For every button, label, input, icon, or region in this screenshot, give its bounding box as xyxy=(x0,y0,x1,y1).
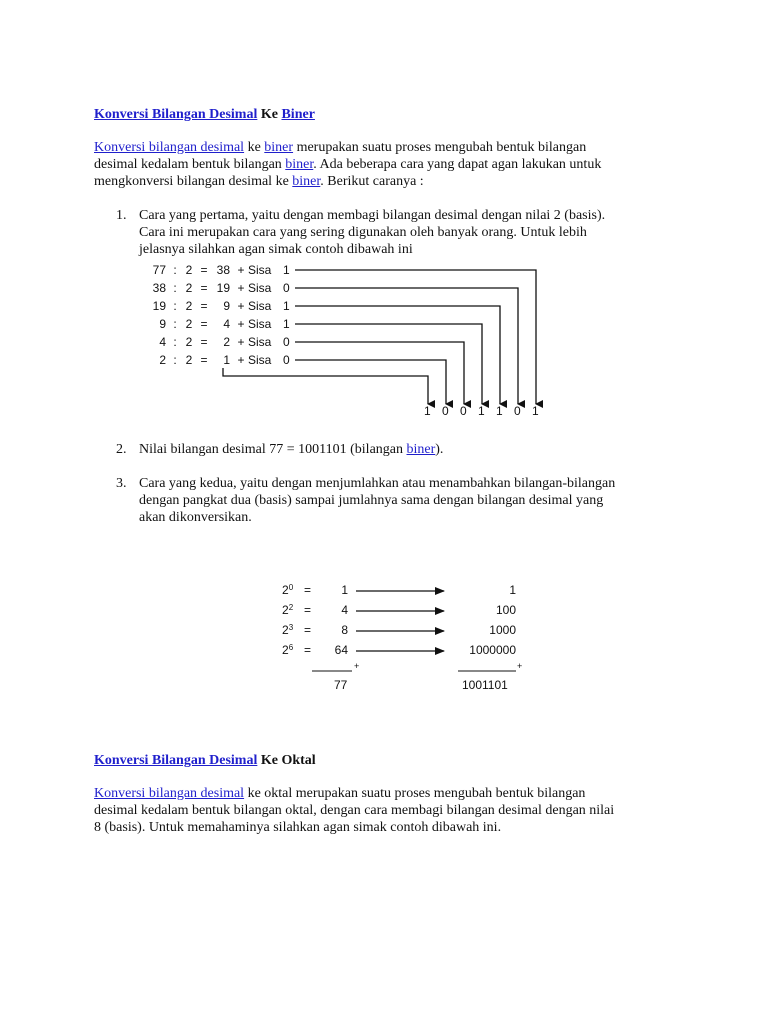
section1-heading xyxy=(94,106,315,123)
division-divisor: 2 xyxy=(185,317,193,331)
division-dividend: 4 xyxy=(159,335,166,349)
division-rem: 0 xyxy=(283,281,290,295)
power-exponent: 3 xyxy=(288,623,294,632)
result-bit: 0 xyxy=(514,404,521,418)
sum-binary: 1001101 xyxy=(462,678,508,692)
equals-sign: = xyxy=(304,623,312,637)
division-plus: + xyxy=(237,299,245,313)
division-plus: + xyxy=(237,317,245,331)
division-dividend: 77 xyxy=(152,263,166,277)
division-arrows xyxy=(140,260,560,420)
division-colon: : xyxy=(173,353,177,367)
division-eq: = xyxy=(200,281,208,295)
division-rem: 1 xyxy=(283,263,290,277)
link-biner[interactable]: biner xyxy=(406,442,436,457)
list-item-text: jelasnya silahkan agan simak contoh dibawah ini xyxy=(139,242,413,257)
remainder-arrow xyxy=(295,324,482,404)
binary-value: 1 xyxy=(509,583,516,597)
list-item-text xyxy=(139,441,443,458)
division-quotient: 2 xyxy=(223,335,230,349)
list-number: 3. xyxy=(116,476,127,491)
paragraph-line xyxy=(94,139,586,156)
heading-link-biner[interactable]: Biner xyxy=(281,107,315,122)
division-sisa: Sisa xyxy=(248,317,272,331)
division-colon: : xyxy=(173,281,177,295)
power-base: 2 xyxy=(282,623,289,637)
section2-heading xyxy=(94,752,316,769)
division-sisa: Sisa xyxy=(248,353,272,367)
text: ke xyxy=(244,140,265,155)
paragraph-line: 8 (basis). Untuk memahaminya silahkan agan simak contoh dibawah ini. xyxy=(94,820,502,835)
power-base: 2 xyxy=(282,603,289,617)
division-quotient: 4 xyxy=(223,317,230,331)
text: . Berikut caranya : xyxy=(320,174,424,189)
text: merupakan suatu proses mengubah bentuk bilangan xyxy=(293,140,587,155)
division-quotient: 38 xyxy=(216,263,230,277)
division-rem: 1 xyxy=(283,299,290,313)
text: ). xyxy=(435,442,444,457)
equals-sign: = xyxy=(304,583,312,597)
list-number: 1. xyxy=(116,208,127,223)
result-bit: 1 xyxy=(478,404,485,418)
power-exponent: 0 xyxy=(288,583,294,592)
division-eq: = xyxy=(200,353,208,367)
list-item-text: Cara yang pertama, yaitu dengan membagi bilangan desimal dengan nilai 2 (basis). xyxy=(139,208,606,223)
link-konversi-bilangan-desimal[interactable]: Konversi bilangan desimal xyxy=(94,140,245,155)
equals-sign: = xyxy=(304,603,312,617)
division-plus: + xyxy=(237,263,245,277)
division-divisor: 2 xyxy=(185,353,193,367)
paragraph-line xyxy=(94,156,601,173)
link-biner[interactable]: biner xyxy=(292,174,321,189)
list-number: 2. xyxy=(116,442,127,457)
division-colon: : xyxy=(173,335,177,349)
division-dividend: 2 xyxy=(159,353,166,367)
division-eq: = xyxy=(200,335,208,349)
quotient-arrow xyxy=(223,368,428,404)
text: Nilai bilangan desimal 77 = 1001101 (bilangan xyxy=(139,442,407,457)
paragraph-line xyxy=(94,173,424,190)
division-colon: : xyxy=(173,263,177,277)
division-dividend: 38 xyxy=(152,281,166,295)
division-eq: = xyxy=(200,299,208,313)
text: . Ada beberapa cara yang dapat agan lakukan untuk xyxy=(313,157,602,172)
heading-text: Ke xyxy=(257,107,282,122)
decimal-value: 8 xyxy=(341,623,348,637)
list-item-text: dengan pangkat dua (basis) sampai jumlahnya sama dengan bilangan desimal yang xyxy=(139,493,604,508)
division-quotient: 1 xyxy=(223,353,230,367)
result-bit: 1 xyxy=(496,404,503,418)
binary-value: 1000000 xyxy=(469,643,516,657)
power-base: 2 xyxy=(282,583,289,597)
result-bit: 1 xyxy=(424,404,431,418)
list-item-text: Cara yang kedua, yaitu dengan menjumlahkan atau menambahkan bilangan-bilangan xyxy=(139,476,616,491)
power-figure xyxy=(270,575,540,700)
result-bit: 1 xyxy=(532,404,539,418)
division-eq: = xyxy=(200,317,208,331)
division-plus: + xyxy=(237,353,245,367)
remainder-arrow xyxy=(295,342,464,404)
remainder-arrow xyxy=(295,360,446,404)
paragraph-line xyxy=(94,785,585,802)
result-bit: 0 xyxy=(442,404,449,418)
division-sisa: Sisa xyxy=(248,281,272,295)
division-divisor: 2 xyxy=(185,281,193,295)
division-dividend: 9 xyxy=(159,317,166,331)
text: ke oktal merupakan suatu proses mengubah bentuk bilangan xyxy=(244,786,586,801)
link-biner[interactable]: biner xyxy=(285,157,314,172)
link-konversi-bilangan-desimal[interactable]: Konversi bilangan desimal xyxy=(94,786,245,801)
link-biner[interactable]: biner xyxy=(264,140,294,155)
paragraph-line: desimal kedalam bentuk bilangan oktal, dengan cara membagi bilangan desimal dengan nilai xyxy=(94,803,615,818)
plus-sign: + xyxy=(354,661,360,671)
division-rem: 1 xyxy=(283,317,290,331)
division-plus: + xyxy=(237,281,245,295)
text: desimal kedalam bentuk bilangan xyxy=(94,157,286,172)
decimal-value: 64 xyxy=(334,643,348,657)
heading-link-konversi[interactable]: Konversi Bilangan Desimal xyxy=(94,107,258,122)
decimal-value: 4 xyxy=(341,603,348,617)
heading-link-konversi[interactable]: Konversi Bilangan Desimal xyxy=(94,753,258,768)
power-exponent: 2 xyxy=(288,603,294,612)
division-divisor: 2 xyxy=(185,299,193,313)
division-plus: + xyxy=(237,335,245,349)
division-figure xyxy=(140,260,560,420)
division-quotient: 9 xyxy=(223,299,230,313)
list-item-text: Cara ini merupakan cara yang sering digunakan oleh banyak orang. Untuk lebih xyxy=(139,225,587,240)
sum-decimal: 77 xyxy=(334,678,348,692)
power-exponent: 6 xyxy=(288,643,294,652)
division-dividend: 19 xyxy=(152,299,166,313)
text: mengkonversi bilangan desimal ke xyxy=(94,174,293,189)
division-sisa: Sisa xyxy=(248,335,272,349)
result-bit: 0 xyxy=(460,404,467,418)
binary-value: 100 xyxy=(495,603,516,617)
heading-text: Ke Oktal xyxy=(257,753,316,768)
division-divisor: 2 xyxy=(185,263,193,277)
division-quotient: 19 xyxy=(216,281,230,295)
division-eq: = xyxy=(200,263,208,277)
list-item-text: akan dikonversikan. xyxy=(139,510,252,525)
division-sisa: Sisa xyxy=(248,263,272,277)
division-rem: 0 xyxy=(283,353,290,367)
division-colon: : xyxy=(173,299,177,313)
decimal-value: 1 xyxy=(341,583,348,597)
remainder-arrow xyxy=(295,306,500,404)
power-base: 2 xyxy=(282,643,289,657)
division-rem: 0 xyxy=(283,335,290,349)
binary-value: 1000 xyxy=(489,623,516,637)
division-sisa: Sisa xyxy=(248,299,272,313)
plus-sign: + xyxy=(517,661,523,671)
equals-sign: = xyxy=(304,643,312,657)
division-divisor: 2 xyxy=(185,335,193,349)
division-colon: : xyxy=(173,317,177,331)
